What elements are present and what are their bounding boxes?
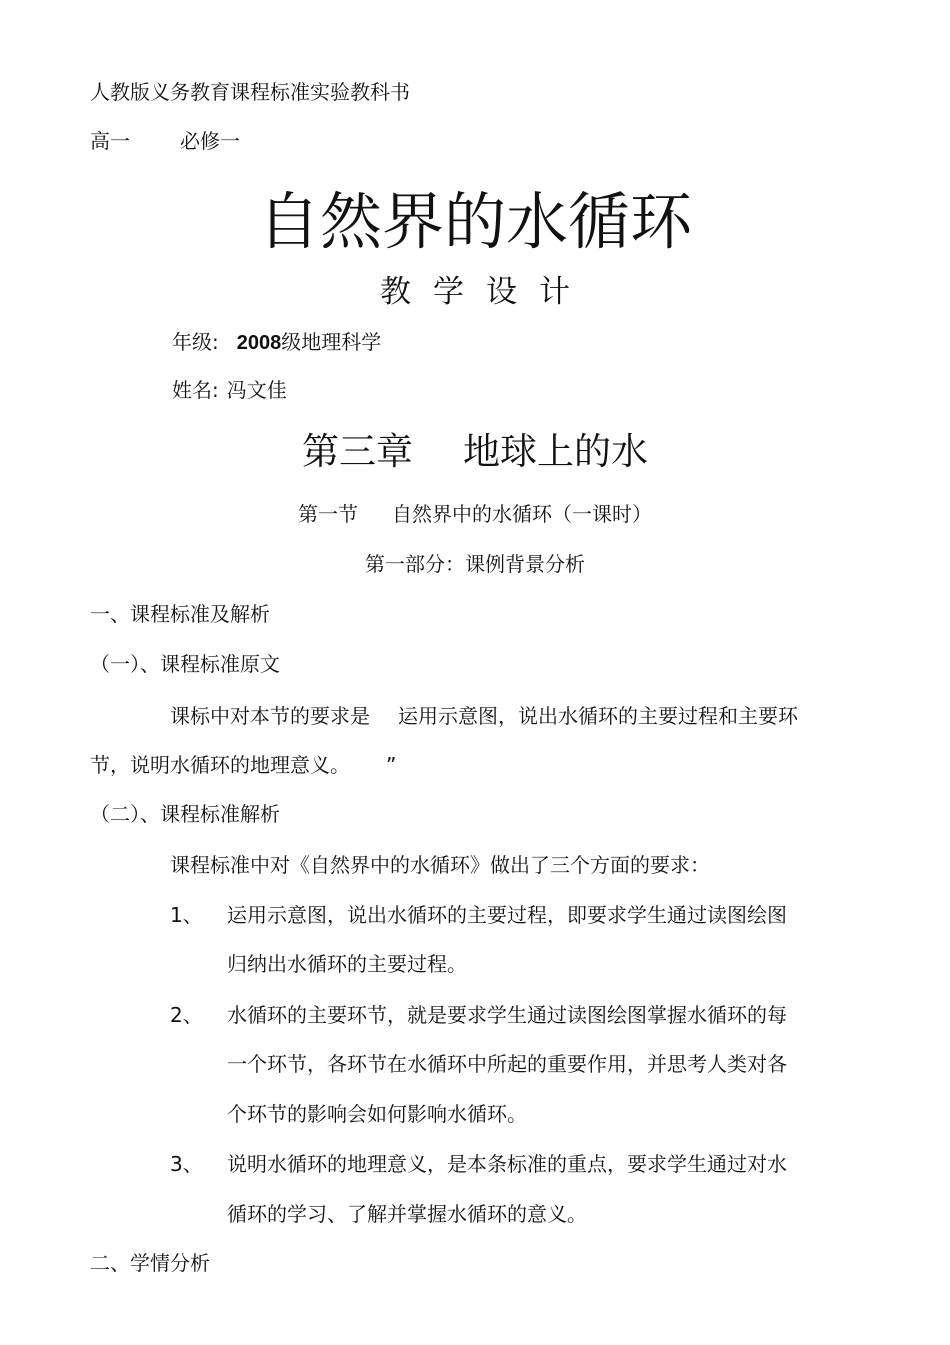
section-1-2-heading: （二）、课程标准解析	[90, 802, 280, 826]
chapter-title: 地球上的水	[463, 430, 648, 473]
list-item-line: 归纳出水循环的主要过程。	[227, 952, 467, 976]
standard-text-line-2	[90, 753, 396, 777]
main-title: 自然界的水循环	[257, 185, 692, 258]
section-title: 自然界中的水循环（一课时）	[392, 502, 652, 526]
grade-year: 2008	[236, 332, 282, 354]
volume-text: 必修一	[180, 129, 240, 153]
list-item-marker: 1、	[170, 903, 203, 927]
standard-text-2a: 节，说明水循环的地理意义。	[90, 753, 350, 777]
list-item-line: 循环的学习、了解并掌握水循环的意义。	[227, 1202, 587, 1226]
chapter-number: 第三章	[302, 430, 413, 473]
standard-text-1a: 课标中对本节的要求是	[170, 704, 370, 728]
list-item-line: 一个环节，各环节在水循环中所起的重要作用，并思考人类对各	[227, 1052, 787, 1076]
list-item-line: 个环节的影响会如何影响水循环。	[227, 1102, 527, 1126]
standard-text-2b: ”	[386, 753, 397, 777]
grade-text: 高一	[90, 129, 130, 153]
grade-label: 年级:	[172, 330, 219, 354]
textbook-series: 人教版义务教育课程标准实验教科书	[90, 80, 410, 104]
name-label: 姓名:	[172, 378, 219, 402]
chapter-heading	[0, 430, 950, 474]
list-item-line: 水循环的主要环节，就是要求学生通过读图绘图掌握水循环的每	[227, 1003, 787, 1027]
section-2-heading: 二、学情分析	[90, 1251, 210, 1275]
sub-title: 教学设计	[380, 274, 592, 310]
grade-major: 级地理科学	[281, 330, 382, 354]
list-item-line: 说明水循环的地理意义，是本条标准的重点，要求学生通过对水	[227, 1152, 787, 1176]
grade-level	[90, 129, 240, 153]
section-heading	[0, 502, 950, 526]
list-item-line: 运用示意图，说出水循环的主要过程，即要求学生通过读图绘图	[227, 903, 787, 927]
grade-info	[172, 330, 381, 355]
standard-text-line-1	[170, 704, 798, 728]
author-info	[172, 378, 287, 402]
section-number: 第一节	[298, 502, 358, 526]
part-heading: 第一部分：课例背景分析	[365, 552, 585, 576]
standard-text-1b: 运用示意图，说出水循环的主要过程和主要环	[398, 704, 798, 728]
analysis-intro: 课程标准中对《自然界中的水循环》做出了三个方面的要求：	[170, 853, 710, 877]
name-value: 冯文佳	[226, 378, 287, 402]
list-item-marker: 3、	[170, 1152, 203, 1176]
list-item-marker: 2、	[170, 1003, 203, 1027]
section-1-heading: 一、课程标准及解析	[90, 602, 270, 626]
section-1-1-heading: （一）、课程标准原文	[90, 652, 280, 676]
